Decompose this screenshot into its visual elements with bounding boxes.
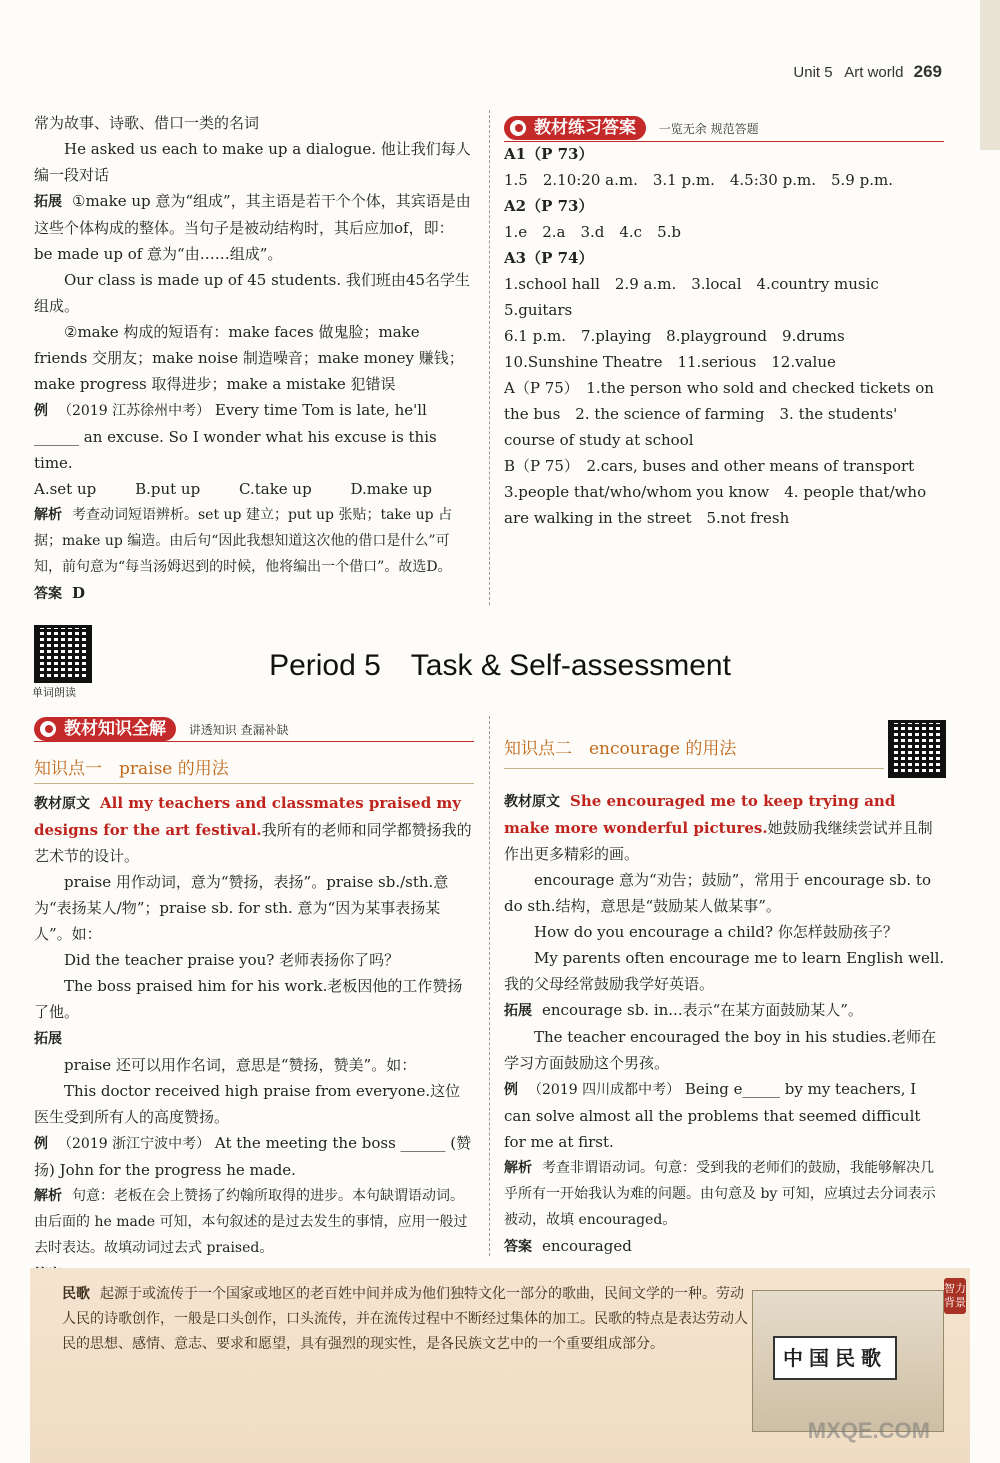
extension-text: ②make 构成的短语有：make faces 做鬼脸；make friends 交朋友；make noise 制造噪音；make money 赚钱；make progress 取得进步；make a mistake 犯错误 xyxy=(34,323,464,393)
page-edge-tab xyxy=(980,0,1000,150)
option: A.set up xyxy=(34,480,97,498)
example-text: Being e_____ by my teachers, I can solve almost all the problems that seemed difficult for me at first. xyxy=(504,1080,921,1151)
answer-heading: A3（P 74） xyxy=(504,249,594,267)
answers-banner-subtitle: 一览无余 规范答题 xyxy=(658,122,759,136)
illustration-title: 中国民歌 xyxy=(773,1336,897,1380)
folk-song-note xyxy=(62,1282,752,1357)
folk-song-text: 起源于或流传于一个国家或地区的老百姓中间并成为他们独特文化一部分的歌曲，民间文学的一种。劳动人民的诗歌创作，一般是口头创作，口头流传，并在流传过程中不断经过集体的加工。民歌的特点是表达劳动人民的思想、感情、意志、要求和愿望，具有强烈的现实性，是各民族文艺中的一个重要组成部分。 xyxy=(62,1286,748,1352)
knowledge-banner xyxy=(34,717,289,741)
original-english: All my teachers and classmates praised my designs for the art festival. xyxy=(34,794,462,839)
header-title: Art world xyxy=(844,64,904,81)
analysis-text: 句意：老板在会上赞扬了约翰所取得的进步。本句缺谓语动词。由后面的 he made 可知，本句叙述的是过去发生的事情，应用一般过去时表达。故填动词过去式 praised。 xyxy=(34,1188,468,1256)
options-row xyxy=(34,476,472,502)
original-english: She encouraged me to keep trying and make more wonderful pictures. xyxy=(504,792,896,837)
side-tag: 智力背景 xyxy=(944,1278,966,1314)
page-number: 269 xyxy=(913,62,942,81)
running-header xyxy=(793,62,942,82)
kp-underline xyxy=(34,783,474,784)
section-title: Period 5 Task & Self-assessment xyxy=(269,649,731,682)
knowledge-banner-title: 教材知识全解 xyxy=(34,717,176,741)
text-line: He asked us each to make up a dialogue. 他让我们每人编一段对话 xyxy=(34,140,471,184)
background-knowledge-box xyxy=(30,1268,970,1463)
answer-line: 1.e 2.a 3.d 4.c 5.b xyxy=(504,223,681,241)
answer-label: 答案 xyxy=(34,586,62,602)
banner-underline xyxy=(504,141,944,142)
answer-value: D xyxy=(72,584,86,602)
left-top-column xyxy=(34,110,472,607)
answer-line: 1.5 2.10:20 a.m. 3.1 p.m. 4.5:30 p.m. 5.9 p.m. xyxy=(504,171,893,189)
analysis-label: 解析 xyxy=(34,1188,62,1204)
body-text: encourage 意为“劝告；鼓励”，常用于 encourage sb. to do sth.结构，意思是“鼓励某人做某事”。 xyxy=(504,871,931,915)
example-source: （2019 浙江宁波中考） xyxy=(58,1136,211,1152)
knowledge-banner-subtitle: 讲透知识 查漏补缺 xyxy=(188,723,289,737)
example-sentence: The teacher encouraged the boy in his studies.老师在学习方面鼓励这个男孩。 xyxy=(504,1028,937,1072)
extension-text: ①make up 意为“组成”，其主语是若干个个体，其宾语是由这些个体构成的整体。当句子是被动结构时，其后应加of，即：be made up of 意为“由……组成”。 xyxy=(34,192,471,263)
answer-label: 答案 xyxy=(504,1239,532,1255)
analysis-text: 考查动词短语辨析。set up 建立；put up 张贴；take up 占据；make up 编造。由后句“因此我想知道这次他的借口是什么”可知，前句意为“每当汤姆迟到的时候，他将编出一个借口”。故选D。 xyxy=(34,507,453,575)
right-bottom-column xyxy=(504,736,946,1260)
original-label: 教材原文 xyxy=(504,794,560,810)
analysis-label: 解析 xyxy=(34,507,62,523)
extension-label: 拓展 xyxy=(34,194,62,210)
knowledge-point-title: 知识点一 praise 的用法 xyxy=(34,759,229,779)
original-chinese: 我所有的老师和同学都赞扬我的艺术节的设计。 xyxy=(34,821,472,865)
example-text: Every time Tom is late, he'll ______ an excuse. So I wonder what his excuse is this time. xyxy=(34,401,437,472)
original-label: 教材原文 xyxy=(34,796,90,812)
left-bottom-column xyxy=(34,716,474,1288)
example-sentence: My parents often encourage me to learn English well.我的父母经常鼓励我学好英语。 xyxy=(504,949,945,993)
body-text: praise 用作动词，意为“赞扬，表扬”。praise sb./sth.意为“表扬某人/物”；praise sb. for sth. 意为“因为某事表扬某人”。如： xyxy=(34,873,449,943)
answer-heading: A1（P 73） xyxy=(504,145,594,163)
answer-value: encouraged xyxy=(542,1237,632,1255)
watermark: MXQE.COM xyxy=(807,1418,930,1443)
body-text: encourage sb. in...表示“在某方面鼓励某人”。 xyxy=(542,1001,863,1019)
example-label: 例 xyxy=(504,1082,518,1098)
folk-song-keyword: 民歌 xyxy=(62,1286,90,1302)
folk-song-illustration xyxy=(752,1290,944,1432)
example-sentence: Our class is made up of 45 students. 我们班由45名学生组成。 xyxy=(34,271,470,315)
answer-line: A（P 75） 1.the person who sold and checked tickets on the bus 2. the science of farming 3. the students' course of study at school xyxy=(504,379,934,449)
example-source: （2019 四川成都中考） xyxy=(528,1082,681,1098)
option: B.put up xyxy=(135,480,201,498)
text-line: 常为故事、诗歌、借口一类的名词 xyxy=(34,114,260,132)
example-sentence: How do you encourage a child? 你怎样鼓励孩子？ xyxy=(534,923,898,941)
answers-banner xyxy=(504,116,759,140)
example-sentence: Did the teacher praise you? 老师表扬你了吗？ xyxy=(64,951,400,969)
right-top-column xyxy=(504,115,946,531)
banner-underline xyxy=(34,741,474,742)
answer-line: B（P 75） 2.cars, buses and other means of transport 3.people that/who/whom you know 4. people that/who are walking in the street 5.not fresh xyxy=(504,457,930,527)
header-unit: Unit 5 xyxy=(793,64,833,81)
analysis-label: 解析 xyxy=(504,1160,532,1176)
answer-line: 1.school hall 2.9 a.m. 3.local 4.country music 5.guitars xyxy=(504,275,894,319)
example-label: 例 xyxy=(34,403,48,419)
answers-banner-title: 教材练习答案 xyxy=(504,116,646,140)
analysis-text: 考查非谓语动词。句意：受到我的老师们的鼓励，我能够解决几乎所有一开始我认为难的问题。由句意及 by 可知，应填过去分词表示被动，故填 encouraged。 xyxy=(504,1160,936,1228)
option: C.take up xyxy=(239,480,312,498)
extension-label: 拓展 xyxy=(504,1003,532,1019)
extension-label: 拓展 xyxy=(34,1031,62,1047)
example-sentence: The boss praised him for his work.老板因他的工作赞扬了他。 xyxy=(34,977,463,1021)
body-text: praise 还可以用作名词，意思是“赞扬，赞美”。如： xyxy=(64,1056,417,1074)
example-sentence: This doctor received high praise from everyone.这位医生受到所有人的高度赞扬。 xyxy=(34,1082,461,1126)
answer-heading: A2（P 73） xyxy=(504,197,594,215)
column-divider xyxy=(489,110,490,605)
original-chinese: 她鼓励我继续尝试并且制作出更多精彩的画。 xyxy=(504,819,933,863)
kp-underline xyxy=(504,768,884,769)
option: D.make up xyxy=(350,480,432,498)
answer-line: 6.1 p.m. 7.playing 8.playground 9.drums 10.Sunshine Theatre 11.serious 12.value xyxy=(504,327,860,371)
qr-label: 单词朗读 xyxy=(32,686,76,699)
column-divider xyxy=(489,716,490,1256)
knowledge-point-title: 知识点二 encourage 的用法 xyxy=(504,739,737,759)
example-label: 例 xyxy=(34,1136,48,1152)
example-source: （2019 江苏徐州中考） xyxy=(58,403,211,419)
example-text: At the meeting the boss ______ (赞扬) John for the progress he made. xyxy=(34,1134,472,1179)
